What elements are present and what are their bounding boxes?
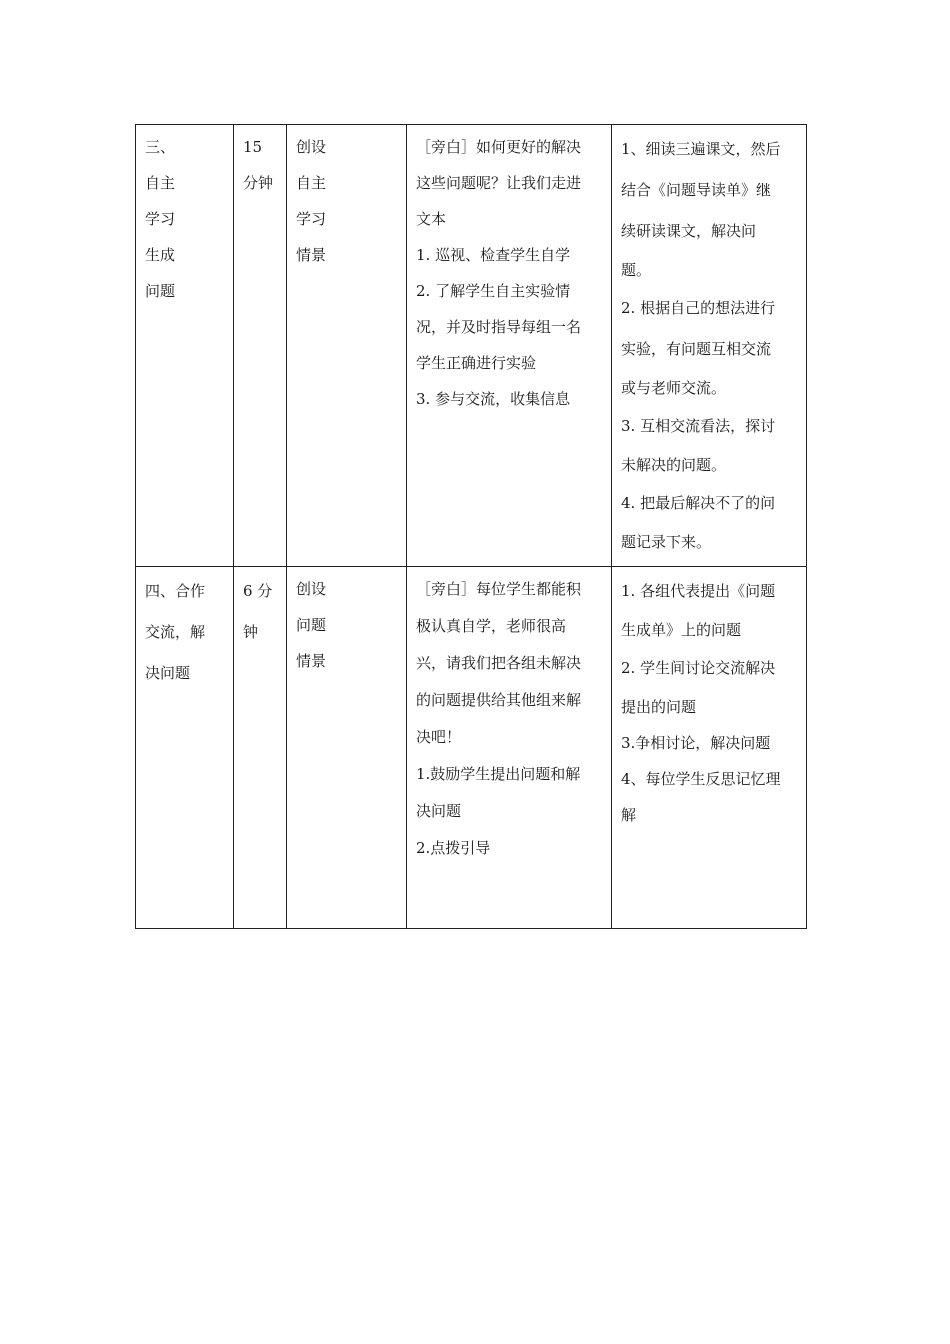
time-line: 6 分 [243,582,273,600]
time-line: 分钟 [243,174,274,192]
student-line: 续研读课文，解决问 [621,222,757,240]
teacher-line: 1. 巡视、检查学生自学 [416,246,571,264]
student-line: 生成单》上的问题 [621,621,742,639]
teacher-line: ［旁白］每位学生都能积 [416,580,582,598]
scene-cell [287,125,407,567]
teacher-line: 的问题提供给其他组来解 [416,691,582,709]
scene-line: 问题 [296,616,327,634]
table-row [136,567,807,929]
student-line: 或与老师交流。 [621,379,727,397]
student-activity-cell [612,567,807,929]
teacher-line: ［旁白］如何更好的解决 [416,138,582,156]
student-line: 题记录下来。 [621,533,712,551]
table-row [136,125,807,567]
student-line: 1. 各组代表提出《问题 [621,582,776,600]
scene-line: 情景 [296,246,327,264]
teacher-line: 决吧！ [416,728,462,746]
student-line: 结合《问题导读单》继 [621,181,772,199]
stage-line: 生成 [145,246,176,264]
stage-line: 四、合作 [145,582,206,600]
student-line: 4. 把最后解决不了的问 [621,494,776,512]
stage-cell [136,125,234,567]
stage-line: 决问题 [145,664,191,682]
stage-line: 三、 [145,138,176,156]
teacher-line: 文本 [416,210,447,228]
stage-line: 交流，解 [145,623,206,641]
scene-line: 创设 [296,580,327,598]
teacher-line: 决问题 [416,802,462,820]
stage-line: 学习 [145,210,176,228]
student-line: 2. 根据自己的想法进行 [621,299,776,317]
time-cell [234,567,287,929]
teacher-line: 况，并及时指导每组一名 [416,318,582,336]
scene-line: 创设 [296,138,327,156]
student-line: 提出的问题 [621,698,697,716]
teacher-line: 2. 了解学生自主实验情 [416,282,571,300]
teacher-line: 学生正确进行实验 [416,354,537,372]
teacher-line: 3. 参与交流，收集信息 [416,390,571,408]
stage-line: 问题 [145,282,176,300]
student-line: 题。 [621,261,652,279]
teacher-line: 兴，请我们把各组未解决 [416,654,582,672]
student-activity-cell [612,125,807,567]
student-line: 3. 互相交流看法，探讨 [621,417,776,435]
teacher-line: 这些问题呢？让我们走进 [416,174,582,192]
time-line: 15 [243,138,263,156]
scene-cell [287,567,407,929]
time-cell [234,125,287,567]
student-line: 1、细读三遍课文，然后 [621,140,781,158]
teacher-line: 1.鼓励学生提出问题和解 [416,765,581,783]
student-line: 未解决的问题。 [621,456,727,474]
teacher-activity-cell [407,567,612,929]
teacher-line: 极认真自学，老师很高 [416,617,567,635]
student-line: 3.争相讨论，解决问题 [621,734,771,752]
stage-cell [136,567,234,929]
student-line: 实验，有问题互相交流 [621,340,772,358]
stage-line: 自主 [145,174,176,192]
lesson-plan-table [135,124,807,929]
student-line: 4、每位学生反思记忆理 [621,770,781,788]
student-line: 解 [621,806,637,824]
teacher-line: 2.点拨引导 [416,839,491,857]
time-line: 钟 [243,623,259,641]
teacher-activity-cell [407,125,612,567]
scene-line: 情景 [296,652,327,670]
scene-line: 学习 [296,210,327,228]
scene-line: 自主 [296,174,327,192]
student-line: 2. 学生间讨论交流解决 [621,659,776,677]
